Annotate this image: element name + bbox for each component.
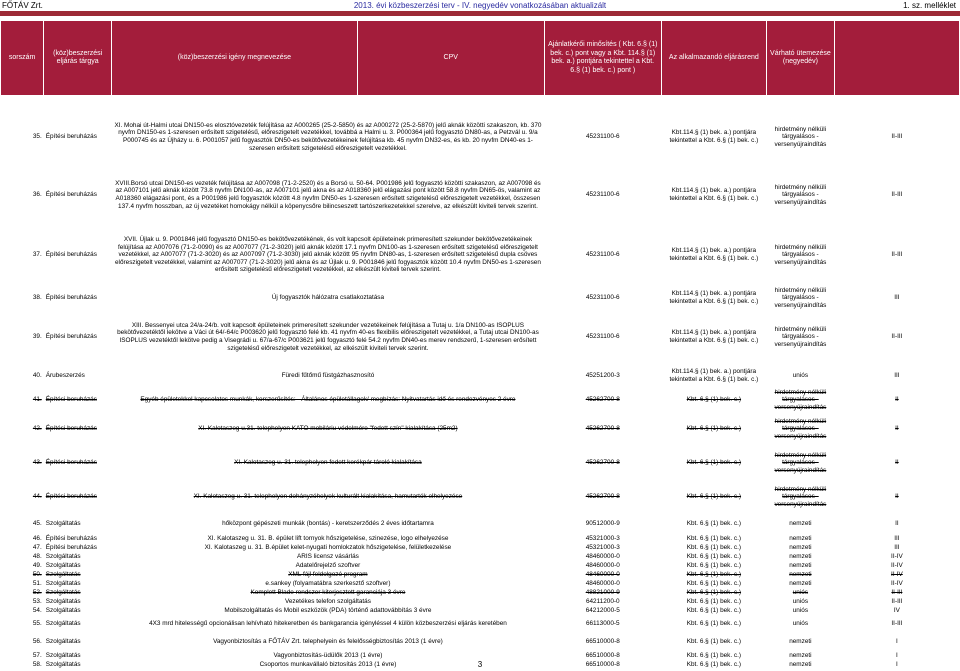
- row-description: Vezetékes telefon szolgáltatás: [284, 597, 371, 605]
- row-schedule: II: [895, 520, 899, 528]
- row-cpv: 48821000-9: [585, 588, 620, 596]
- row-description: Egyéb épületekkel kapcsolatos munkák, korszerűsítés: - Általános épületállagok/ megbízás: Nyitvatartás idő és rendezvényes 2 évre: [140, 396, 516, 404]
- col-header-igeny: (köz)beszerzési igény megnevezése: [112, 21, 358, 96]
- table-row: [1, 588, 960, 597]
- row-number: 39.: [32, 333, 42, 341]
- row-cpv: 48460000-0: [585, 552, 620, 560]
- row-legal-basis: Kbt. 6.§ (1) bek. c.): [686, 425, 742, 433]
- row-cpv: 45251200-3: [585, 372, 620, 380]
- row-legal-basis: Kbt. 6.§ (1) bek. c.): [686, 543, 742, 551]
- table-row: [1, 514, 960, 534]
- table-row: [1, 561, 960, 570]
- row-number: 50.: [32, 570, 42, 578]
- row-type: Szolgáltatás: [45, 561, 81, 569]
- row-schedule: II: [895, 493, 899, 501]
- row-type: Építési beruházás: [45, 333, 97, 341]
- row-cpv: 48460000-0: [585, 579, 620, 587]
- row-legal-basis: Kbt.114.§ (1) bek. a.) pontjára tekintettel a Kbt. 6.§ (1) bek. c.): [669, 368, 759, 383]
- row-description: Vagyonbiztosítás-üdülők 2013 (1 évre): [273, 651, 383, 659]
- row-procedure: nemzeti: [789, 543, 812, 551]
- row-procedure: hirdetmény nélküli tárgyalásos - versenyújraindítás: [774, 125, 827, 148]
- row-schedule: I: [896, 660, 898, 668]
- col-header-sorszam: sorszám: [1, 21, 44, 96]
- row-type: Szolgáltatás: [45, 570, 81, 578]
- row-number: 55.: [32, 620, 42, 628]
- row-cpv: 64211200-0: [585, 597, 620, 605]
- row-description: Adatelőrejelző szoftver: [295, 561, 361, 569]
- row-number: 56.: [32, 638, 42, 646]
- row-procedure: hirdetmény nélküli tárgyalásos - versenyújraindítás: [774, 451, 827, 474]
- row-description: XI. Kalotaszeg u. 31. B.épület kelet-nyugati homlokzatok hőszigetelése, felületkezelése: [204, 543, 452, 551]
- row-cpv: 45231100-6: [585, 333, 620, 341]
- row-description: XVIII.Borsó utcai DN150-es vezeték felújítása az A007098 (71-2-2520) és a Borsó u. 50-64. P001986 jelű fogyasztó közötti szakaszon, az A007098 és az A007101 jelű aknák között 73.8 nyvfm DN100-as, az A007101 jelű akna és az A018360 jelű elágazási pont között 58.8 nyvfm DN65-ös, valamint az A018360 elágazási pont, és a P001986 jelű fogyasztók között 4.8 nyvfm DN50-es 1-szeresen erősített szigetelésű előreszigetelt vezetékkel, összesen 137.4 nyvfm hosszban, az új vezetéket homokágy nélkül a köpenycsőre bilincseszett tartószerkezetekkel szerelve, az elkészült kiviteli tervek szerint.: [115, 179, 541, 210]
- row-cpv: 45262700-8: [585, 459, 620, 467]
- row-procedure: nemzeti: [789, 552, 812, 560]
- row-number: 45.: [32, 520, 42, 528]
- row-cpv: 45231100-6: [585, 251, 620, 259]
- row-number: 40.: [32, 372, 42, 380]
- row-procedure: nemzeti: [789, 651, 812, 659]
- row-type: Szolgáltatás: [45, 520, 81, 528]
- table-row: [1, 388, 960, 412]
- row-number: 57.: [32, 651, 42, 659]
- row-legal-basis: Kbt. 6.§ (1) bek. c.): [686, 396, 742, 404]
- row-description: Csoportos munkavállaló biztosítás 2013 (1 évre): [259, 660, 397, 668]
- annex-label: 1. sz. melléklet: [903, 1, 956, 10]
- row-schedule: II-III: [891, 133, 903, 141]
- row-type: Építési beruházás: [45, 251, 97, 259]
- row-description: XI. Kalotaszeg u.31. telephelyen KATO mobiláriu védelmére "fedett szín" kialakítása (25m2): [198, 425, 458, 433]
- row-legal-basis: Kbt. 6.§ (1) bek. c.): [686, 561, 742, 569]
- row-number: 37.: [32, 251, 42, 259]
- row-type: Építési beruházás: [45, 133, 97, 141]
- row-type: Építési beruházás: [45, 191, 97, 199]
- row-schedule: II-IV: [891, 552, 903, 560]
- row-legal-basis: Kbt. 6.§ (1) bek. c.): [686, 579, 742, 587]
- row-description: XI. Kalotaszeg u. 31. B. épület lift tornyok hőszigetelése, szinezése, logo elhelyezése: [207, 534, 449, 542]
- row-type: Szolgáltatás: [45, 638, 81, 646]
- row-schedule: II: [895, 459, 899, 467]
- row-number: 52.: [32, 588, 42, 596]
- row-type: Építési beruházás: [45, 459, 97, 467]
- row-schedule: II-III: [891, 191, 903, 199]
- table-row: [1, 543, 960, 552]
- row-procedure: hirdetmény nélküli tárgyalásos - versenyújraindítás: [774, 183, 827, 206]
- row-cpv: 66510000-8: [585, 660, 620, 668]
- row-description: Komplett Blade rendszer kiterjesztett garanciája 3 évre: [250, 588, 406, 596]
- row-legal-basis: Kbt.114.§ (1) bek. a.) pontjára tekintettel a Kbt. 6.§ (1) bek. c.): [669, 290, 759, 305]
- row-type: Építési beruházás: [45, 396, 97, 404]
- row-legal-basis: Kbt.114.§ (1) bek. a.) pontjára tekintettel a Kbt. 6.§ (1) bek. c.): [669, 129, 759, 144]
- row-description: Vagyonbiztosítás a FŐTÁV Zrt. telephelyein és felelősségbiztosítás 2013 (1 évre): [213, 638, 443, 646]
- page-number: 3: [477, 660, 483, 669]
- row-type: Szolgáltatás: [45, 620, 81, 628]
- table-row: [1, 480, 960, 514]
- row-type: Szolgáltatás: [45, 588, 81, 596]
- row-procedure: hirdetmény nélküli tárgyalásos - versenyújraindítás: [774, 325, 827, 348]
- row-number: 53.: [32, 597, 42, 605]
- row-schedule: III: [894, 543, 900, 551]
- row-procedure: uniós: [792, 606, 809, 614]
- row-legal-basis: Kbt.114.§ (1) bek. a.) pontjára tekintettel a Kbt. 6.§ (1) bek. c.): [669, 329, 759, 344]
- col-header-alap: Ajánlatkérői minősítés ( Kbt. 6.§ (1) bek. c.) pont vagy a Kbt. 114.§ (1) bek. a.) pontjára tekintettel a Kbt. 6.§ (1) bek. c.) pont ): [544, 21, 661, 96]
- col-header-eljaras: Az alkalmazandó eljárásrend: [661, 21, 766, 96]
- row-cpv: 45262700-8: [585, 425, 620, 433]
- row-number: 44.: [32, 493, 42, 501]
- row-legal-basis: Kbt. 6.§ (1) bek. c.): [686, 606, 742, 614]
- table-header-row: [1, 21, 960, 96]
- row-legal-basis: Kbt. 6.§ (1) bek. c.): [686, 459, 742, 467]
- row-description: XI. Mohai út-Halmi utcai DN150-es elosztóvezeték felújítása az A000265 (25-2-5850) és az A000272 (25-2-5870) jelű aknák közötti szakaszon, kb. 370 nyvfm DN150-es 1-szeresen erősített szigetelésű, előreszigetelt vezetékkel, továbbá a Halmi u. 3. P000364 jelű fogyasztó DN80-as, a Petzvál u. 9/a P000745 és az Újházy u. 6. P001057 jelű fogyasztók DN50-es bekötővezetékeinek felújítása kb. 45 nyvfm DN32-es, és kb. 20 nyvfm DN40-es 1-szeresen erősített szigetelésű előreszigetelt vezetékkel.: [114, 121, 542, 152]
- row-schedule: III: [894, 534, 900, 542]
- row-schedule: I: [896, 638, 898, 646]
- row-description: XI. Kalotaszeg u. 31. telephelyen fedett kerékpár tároló kialakítása: [234, 459, 422, 467]
- table-row: [1, 579, 960, 588]
- row-number: 48.: [32, 552, 42, 560]
- table-row: [1, 606, 960, 615]
- row-number: 42.: [32, 425, 42, 433]
- row-procedure: nemzeti: [789, 579, 812, 587]
- table-body: [1, 108, 960, 669]
- row-type: Építési beruházás: [45, 493, 97, 501]
- row-cpv: 45321000-3: [585, 534, 620, 542]
- row-type: Építési beruházás: [45, 543, 97, 551]
- company-name: FŐTÁV Zrt.: [2, 1, 43, 10]
- row-number: 58.: [32, 660, 42, 668]
- row-type: Szolgáltatás: [45, 606, 81, 614]
- row-procedure: hirdetmény nélküli tárgyalásos - versenyújraindítás: [774, 286, 827, 309]
- table-row: [1, 597, 960, 606]
- row-procedure: nemzeti: [789, 660, 812, 668]
- row-schedule: II-IV: [891, 579, 903, 587]
- row-description: Mobilszolgáltatás és Mobil eszközök (PDA) történő adattovábbítás 3 évre: [224, 606, 432, 614]
- row-number: 49.: [32, 561, 42, 569]
- row-schedule: III: [894, 372, 900, 380]
- row-description: hőközpont gépészeti munkák (bontás) - keretszerződés 2 éves időtartamra: [222, 520, 434, 528]
- row-type: Szolgáltatás: [45, 651, 81, 659]
- table-row: [1, 286, 960, 310]
- row-procedure: nemzeti: [789, 570, 812, 578]
- row-description: XIII. Bessenyei utca 24/a-24/b. volt kapcsolt épületeinek primeresített szekunder vezetékeinek felújítása a Tutaj u. 1/a DN100-as ISOPLUS bekötővezetéktől lekötve a Váci út 64/-64/c P003620 jelű fogyasztó felé kb. 41 nyvfm 40-es flexibilis előreszigetelt vezetékkel, a Tutaj utcai DN100-as ISOPLUS vezetéktől lekötve pedig a Visegrádi u. 67/a-67/c P003621 jelű fogyasztó felé 54.2 nyvfm DN40-es merev rendszerű, 1-szeresen erősített szigetelésű előreszigetelt vezetékkel, az elkészült kiviteli tervek szerint.: [117, 321, 539, 352]
- row-cpv: 66113000-5: [585, 620, 620, 628]
- row-procedure: hirdetmény nélküli tárgyalásos - versenyújraindítás: [774, 485, 827, 508]
- row-cpv: 45262700-8: [585, 396, 620, 404]
- table-row: [1, 534, 960, 543]
- row-cpv: 66510000-8: [585, 638, 620, 646]
- table-row: [1, 552, 960, 561]
- row-number: 51.: [32, 579, 42, 587]
- row-schedule: II-IV: [891, 570, 903, 578]
- row-number: 46.: [32, 534, 42, 542]
- document-title: 2013. évi közbeszerzési terv - IV. negyedév vonatkozásában aktualizált: [353, 1, 607, 10]
- row-schedule: II-III: [891, 588, 903, 596]
- row-schedule: II-III: [891, 333, 903, 341]
- row-description: Füredi fűtőmű füstgázhasznosító: [281, 372, 375, 380]
- row-legal-basis: Kbt. 6.§ (1) bek. c.): [686, 520, 742, 528]
- row-description: Új fogyasztók hálózatra csatlakoztatása: [271, 294, 385, 302]
- row-procedure: uniós: [792, 372, 809, 380]
- row-cpv: 48460000-0: [585, 570, 620, 578]
- row-schedule: II-III: [891, 251, 903, 259]
- row-legal-basis: Kbt. 6.§ (1) bek. c.): [686, 651, 742, 659]
- row-number: 41.: [32, 396, 42, 404]
- row-schedule: II: [895, 425, 899, 433]
- row-schedule: II-III: [891, 597, 903, 605]
- row-number: 43.: [32, 459, 42, 467]
- row-cpv: 48460000-0: [585, 561, 620, 569]
- row-type: Építési beruházás: [45, 534, 97, 542]
- table-row: [1, 446, 960, 480]
- row-schedule: III: [894, 294, 900, 302]
- table-row: [1, 615, 960, 633]
- row-procedure: uniós: [792, 620, 809, 628]
- row-schedule: II-III: [891, 620, 903, 628]
- row-legal-basis: Kbt. 6.§ (1) bek. c.): [686, 620, 742, 628]
- row-legal-basis: Kbt. 6.§ (1) bek. c.): [686, 570, 742, 578]
- row-legal-basis: Kbt. 6.§ (1) bek. c.): [686, 552, 742, 560]
- table-row: [1, 108, 960, 166]
- row-cpv: 64212000-5: [585, 606, 620, 614]
- row-type: Szolgáltatás: [45, 552, 81, 560]
- row-type: Szolgáltatás: [45, 579, 81, 587]
- row-legal-basis: Kbt. 6.§ (1) bek. c.): [686, 638, 742, 646]
- row-procedure: nemzeti: [789, 520, 812, 528]
- row-legal-basis: Kbt. 6.§ (1) bek. c.): [686, 660, 742, 668]
- row-description: 4X3 mrd hitelességű opcionálisan lehívható hitekeretben és bankgarancia igényléssel 4 külön közbeszerzési eljárás keretében: [149, 620, 507, 628]
- row-cpv: 45321000-3: [585, 543, 620, 551]
- row-cpv: 45231100-6: [585, 133, 620, 141]
- table-row: [1, 224, 960, 286]
- row-description: ARIS licensz vásárlás: [297, 552, 359, 560]
- row-legal-basis: Kbt.114.§ (1) bek. a.) pontjára tekintettel a Kbt. 6.§ (1) bek. c.): [669, 247, 759, 262]
- table-row: [1, 651, 960, 660]
- row-cpv: 45262700-8: [585, 493, 620, 501]
- row-cpv: 66510000-8: [585, 651, 620, 659]
- row-description: XVII. Újlak u. 9. P001846 jelű fogyasztó DN150-es bekötővezetékének, és volt kapcsolt épületeinek primeresített szekunder bekötővezetékeinek felújítása az A007076 (71-2-0090) és az A007077 (71-2-3020) jelű aknák között 17.1 nyvfm DN100-as 1-szeresen erősített szigetelésű előreszigetelt vezetékkel, az A007077 (71-2-3020) és az A007097 (71-2-3030) jelű aknák között 95 nyvfm DN80-as, 1-szeresen erősített szigetelésű dupla csöves előreszigetelt vezetékkel, valamint az A007077 (71-2-3020) jelű akna és az Újlak u. 9. P001846 jelű fogyasztók között 10.4 nyvfm DN50-es 1-szeresen erősített szigetelésű előreszigetelt vezetékkel, az elkészült kiviteli tervek szerint.: [114, 236, 541, 274]
- row-type: Szolgáltatás: [45, 660, 81, 668]
- row-number: 36.: [32, 191, 42, 199]
- row-cpv: 45231100-6: [585, 294, 620, 302]
- row-procedure: uniós: [792, 588, 809, 596]
- row-type: Árubeszerzés: [45, 372, 85, 380]
- row-schedule: IV: [893, 606, 900, 614]
- row-description: XI. Kalotaszeg u. 31. telephelyen dohányzóhelyek kulturált kialakítása, hamutartók elhelyezése: [193, 493, 463, 501]
- row-description: XML fájl feldolgozó program: [288, 570, 368, 578]
- row-legal-basis: Kbt. 6.§ (1) bek. c.): [686, 534, 742, 542]
- row-type: Építési beruházás: [45, 294, 97, 302]
- row-number: 38.: [32, 294, 42, 302]
- row-schedule: II-IV: [891, 561, 903, 569]
- row-schedule: II: [895, 396, 899, 404]
- col-header-cpv: CPV: [357, 21, 544, 96]
- procurement-plan-table: [0, 20, 960, 669]
- row-procedure: uniós: [792, 597, 809, 605]
- header-divider: [0, 11, 960, 16]
- row-procedure: nemzeti: [789, 534, 812, 542]
- row-number: 47.: [32, 543, 42, 551]
- table-row: [1, 364, 960, 388]
- row-procedure: hirdetmény nélküli tárgyalásos - versenyújraindítás: [774, 417, 827, 440]
- row-number: 54.: [32, 606, 42, 614]
- row-procedure: nemzeti: [789, 561, 812, 569]
- row-procedure: hirdetmény nélküli tárgyalásos - versenyújraindítás: [774, 243, 827, 266]
- row-legal-basis: Kbt. 6.§ (1) bek. c.): [686, 493, 742, 501]
- table-row: [1, 633, 960, 651]
- row-cpv: 90512000-9: [585, 520, 620, 528]
- col-header-blank: [834, 21, 959, 96]
- table-row: [1, 570, 960, 579]
- row-legal-basis: Kbt. 6.§ (1) bek. c.): [686, 588, 742, 596]
- row-procedure: nemzeti: [789, 638, 812, 646]
- row-description: e.sankey (folyamatábra szerkesztő szoftver): [265, 579, 391, 587]
- table-row: [1, 412, 960, 446]
- row-legal-basis: Kbt. 6.§ (1) bek. c.): [686, 597, 742, 605]
- row-type: Szolgáltatás: [45, 597, 81, 605]
- row-procedure: hirdetmény nélküli tárgyalásos - versenyújraindítás: [774, 388, 827, 411]
- row-legal-basis: Kbt.114.§ (1) bek. a.) pontjára tekintettel a Kbt. 6.§ (1) bek. c.): [669, 187, 759, 202]
- table-row: [1, 166, 960, 224]
- row-schedule: I: [896, 651, 898, 659]
- row-number: 35.: [32, 133, 42, 141]
- row-type: Építési beruházás: [45, 425, 97, 433]
- col-header-utem: Várható ütemezése (negyedév): [766, 21, 834, 96]
- col-header-targy: (köz)beszerzési eljárás tárgya: [44, 21, 112, 96]
- row-cpv: 45231100-6: [585, 191, 620, 199]
- table-row: [1, 310, 960, 364]
